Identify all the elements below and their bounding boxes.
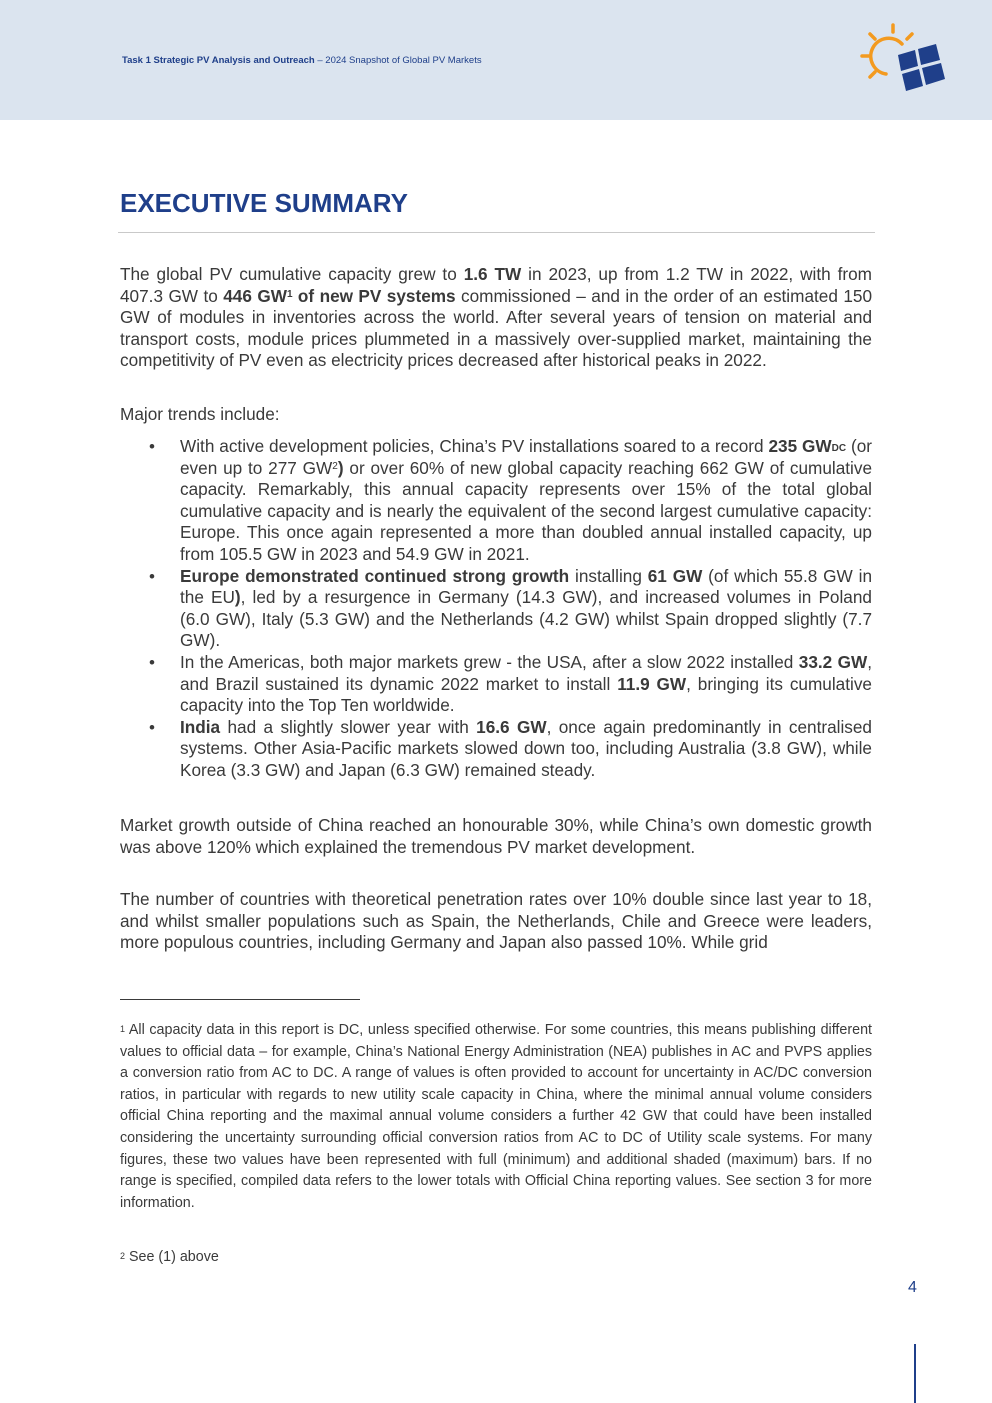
market-growth-paragraph: Market growth outside of China reached an honourable 30%, while China’s own domestic growth was above 120% which explained the tremendous PV market development. <box>120 815 872 857</box>
footnote-2: $^2$ See (1) above <box>120 1249 219 1265</box>
list-item-americas: • In the Americas, both major markets grew - the USA, after a slow 2022 installed 33.2 GW, and Brazil sustained its dynamic 2022 market to install 11.9 GW, bringing its cumulative capacity into the Top Ten worldwide. <box>180 652 872 717</box>
page-title: EXECUTIVE SUMMARY <box>120 188 408 218</box>
footnote-ref-1[interactable]: 1 <box>286 288 293 300</box>
list-item-china: • With active development policies, China’s PV installations soared to a record 235 $GW_{DC}$ (or even up to 277 $GW^2$) or over 60% of new global capacity reaching 662 GW of cumulative capacity. Remarkably, this annual capacity represents over 15% of the total global cumulative capacity and is nearly the equivalent of the second largest cumulative capacity: Europe. This once again represented a more than doubled annual installed capacity, up from 105.5 GW in 2023 and 54.9 GW in 2021. <box>180 436 872 566</box>
running-header <box>122 55 482 66</box>
footnote-ref-2[interactable]: 2 <box>332 460 338 472</box>
footnote-1: $^1$ All capacity data in this report is DC, unless specified otherwise. For some countries, this means publishing different values to official data – for example, China’s National Energy Administration (NEA) publishes in AC and PVPS applies a conversion ratio from AC to DC. A range of values is often provided to account for uncertainty in AC/DC conversion ratios, in particular with regards to new utility scale capacity in China, where the minimal annual volume considers official China reporting and the maximal annual volume considers a further 42 GW that could have been installed considering the uncertainty surrounding official conversion ratios from AC to DC of Utility scale systems. For many figures, these two values have been represented with full (minimum) and additional shaded (maximum) bars. If no range is specified, compiled data refers to the lower totals with Official China reporting values. See section 3 for more information. <box>120 1022 872 1211</box>
penetration-paragraph: The number of countries with theoretical penetration rates over 10% double since last year to 18, and whilst smaller populations such as Spain, the Netherlands, Chile and Greece were leaders, more populous countries, including Germany and Japan also passed 10%. While grid <box>120 889 872 953</box>
footnote-divider <box>120 999 360 1000</box>
list-item-europe: • Europe demonstrated continued strong growth installing 61 GW (of which 55.8 GW in the EU), led by a resurgence in Germany (14.3 GW), and increased volumes in Poland (6.0 GW), Italy (5.3 GW) and the Netherlands (4.2 GW) whilst Spain dropped slightly (7.7 GW). <box>180 566 872 652</box>
page-number: 4 <box>908 1279 917 1296</box>
solar-panel-icon <box>898 44 945 91</box>
sun-and-solar-panel-logo <box>858 22 948 102</box>
running-header-subtitle: – 2024 Snapshot of Global PV Markets <box>314 55 482 66</box>
running-header-task: Task 1 Strategic PV Analysis and Outreach <box>122 55 315 66</box>
list-item-india: • India had a slightly slower year with 16.6 GW, once again predominantly in centralised systems. Other Asia-Pacific markets slowed down too, including Australia (3.8 GW), while Korea (3.3 GW) and Japan (6.3 GW) remained steady. <box>180 717 872 782</box>
trends-list <box>180 436 872 782</box>
intro-paragraph: The global PV cumulative capacity grew to 1.6 TW in 2023, up from 1.2 TW in 2022, with from 407.3 GW to 446 $GW^1$ of new PV systems commissioned – and in the order of an estimated 150 GW of modules in inventories across the world. After several years of tension on material and transport costs, module prices plummeted in a massively over-supplied market, maintaining the competitivity of PV even as electricity prices decreased after historical peaks in 2022. <box>120 264 873 371</box>
trends-intro: Major trends include: <box>120 404 280 424</box>
title-divider <box>118 232 875 233</box>
page-edge-bar <box>914 1344 916 1403</box>
